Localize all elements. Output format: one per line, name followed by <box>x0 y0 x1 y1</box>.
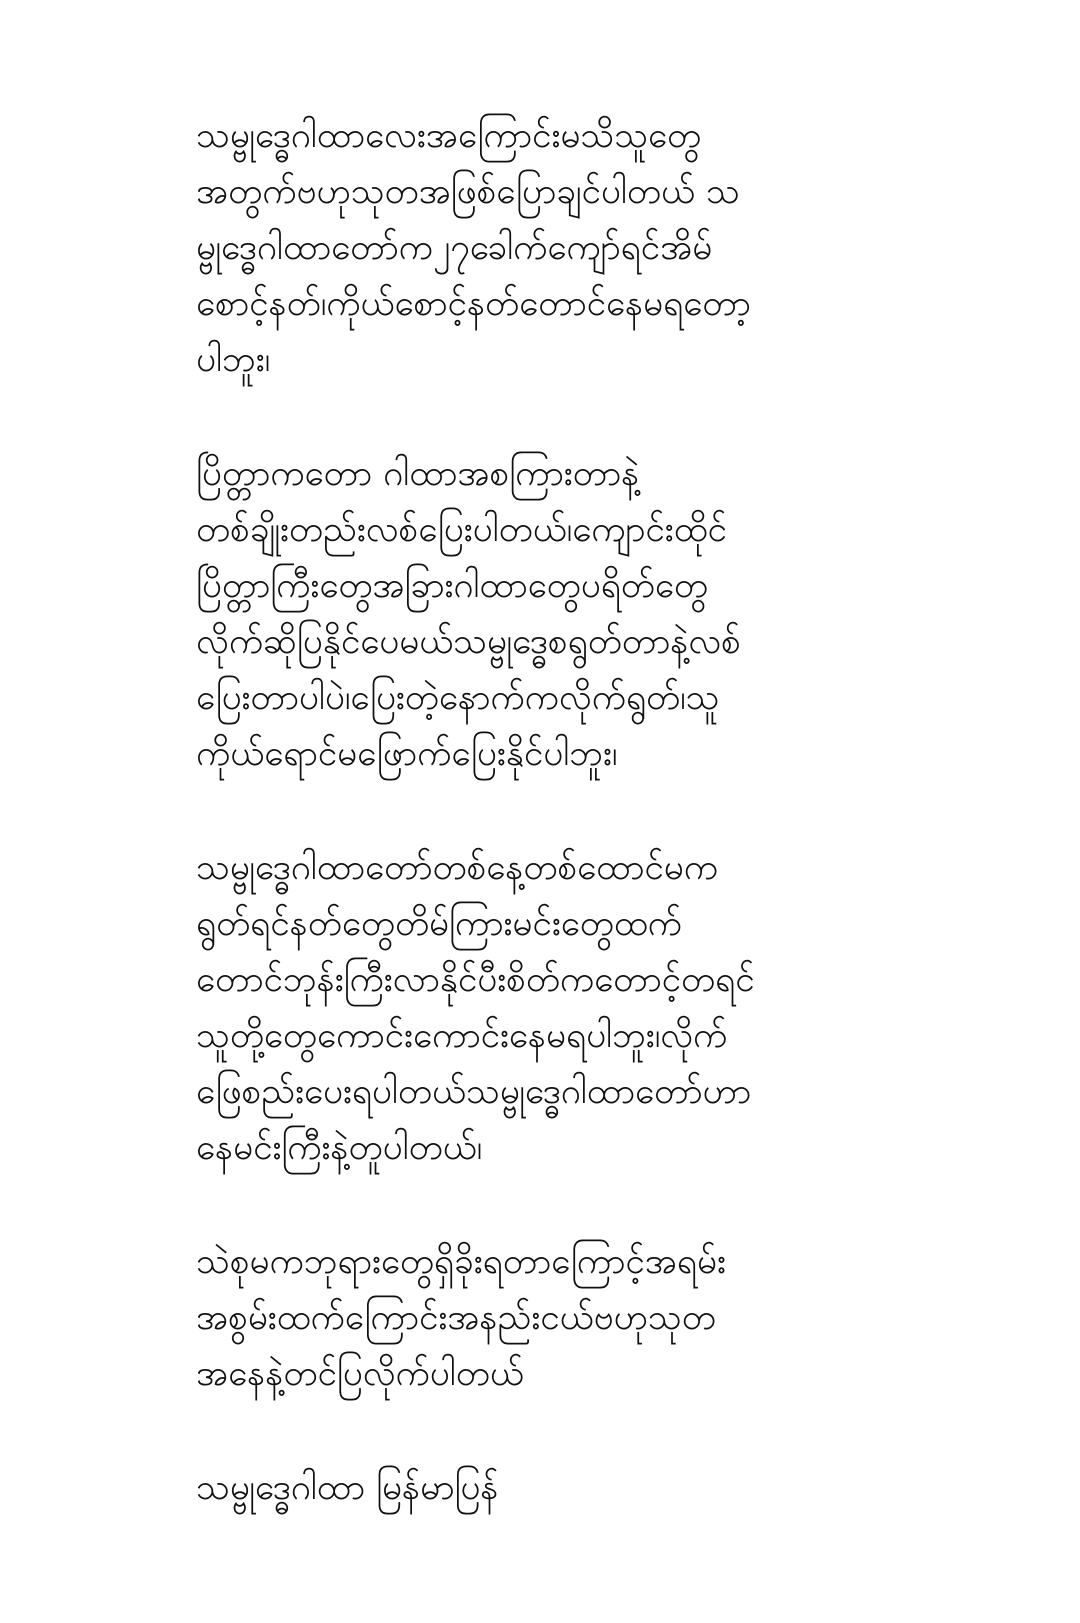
text-line: ရွတ်ရင်နတ်တွေတိမ်ကြားမင်းတွေထက် <box>196 904 682 944</box>
paragraph-4 <box>196 1234 916 1402</box>
signature <box>196 1460 916 1516</box>
text-line: ပြိတ္တာကတော ဂါထာအစကြားတာနဲ့ <box>196 454 640 494</box>
paragraph-3 <box>196 840 916 1176</box>
text-line: ပြေးတာပါပဲ၊ပြေးတဲ့နောက်ကလိုက်ရွတ်၊သူ <box>196 678 720 718</box>
paragraph-2 <box>196 446 916 782</box>
text-line: လိုက်ဆိုပြနိုင်ပေမယ်သမ္ဗုဒ္ဓေစရွတ်တာနဲ့လစ် <box>196 622 741 662</box>
text-line: သမ္ဗုဒ္ဓေဂါထာလေးအကြောင်းမသိသူတွေ <box>196 116 702 156</box>
text-line: စောင့်နတ်၊ကိုယ်စောင့်နတ်တောင်နေမရတော့ <box>196 284 751 324</box>
text-line: သဲစုမကဘုရားတွေရှိခိုးရတာကြောင့်အရမ်း <box>196 1242 726 1282</box>
text-line: အနေနဲ့တင်ပြလိုက်ပါတယ် <box>196 1354 524 1394</box>
text-line: ဖြေစည်းပေးရပါတယ်သမ္ဗုဒ္ဓေဂါထာတော်ဟာ <box>196 1072 752 1112</box>
text-line: တောင်ဘုန်းကြီးလာနိုင်ပီးစိတ်ကတောင့်တရင် <box>196 960 755 1000</box>
text-line: မ္ဗုဒ္ဓေဂါထာတော်က၂၇ခေါက်ကျော်ရင်အိမ် <box>196 228 713 268</box>
text-line: အတွက်ဗဟုသုတအဖြစ်ပြောချင်ပါတယ် သ <box>196 172 740 212</box>
text-line: ပြိတ္တာကြီးတွေအခြားဂါထာတွေပရိတ်တွေ <box>196 566 708 606</box>
text-line: တစ်ချိုးတည်းလစ်ပြေးပါတယ်၊ကျောင်းထိုင် <box>196 510 727 550</box>
text-line: အစွမ်းထက်ကြောင်းအနည်းငယ်ဗဟုသုတ <box>196 1298 716 1338</box>
text-line: ကိုယ်ရောင်မဖြောက်ပြေးနိုင်ပါဘူး၊ <box>196 734 618 774</box>
paragraph-1 <box>196 108 916 388</box>
text-column <box>196 108 916 1574</box>
text-line: သမ္ဗုဒ္ဓေဂါထာတော်တစ်နေ့တစ်ထောင်မက <box>196 848 719 888</box>
text-line: နေမင်းကြီးနဲ့တူပါတယ်၊ <box>196 1128 483 1168</box>
text-line: သူတို့တွေကောင်းကောင်းနေမရပါဘူး၊လိုက် <box>196 1016 728 1056</box>
signature-line: သမ္ဗုဒ္ဓေဂါထာ မြန်မာပြန် <box>196 1468 499 1508</box>
text-line: ပါဘူး၊ <box>196 340 271 380</box>
